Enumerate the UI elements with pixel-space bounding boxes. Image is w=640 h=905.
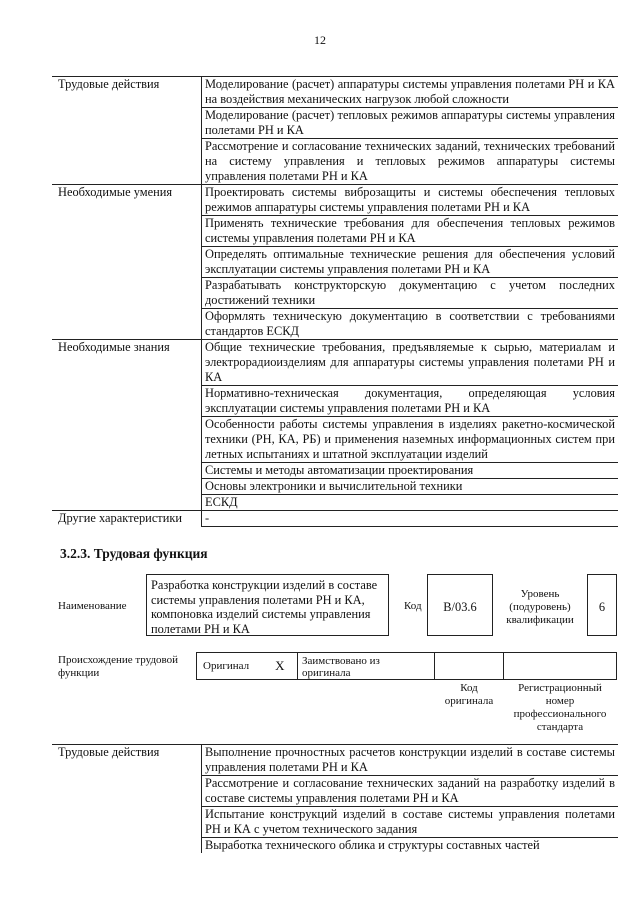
table-row [52, 77, 618, 108]
level-box: 6 [587, 574, 617, 636]
table-cell: Разрабатывать конструкторскую документацию с учетом последних достижений техники [202, 278, 619, 309]
level-label: Уровень (подуровень) квалификации [506, 588, 574, 626]
row-label-labor-actions: Трудовые действия [52, 745, 202, 854]
table-cell: Выполнение прочностных расчетов конструкции изделий в составе системы управления полетами РН и КА [202, 745, 619, 776]
table-cell: Рассмотрение и согласование технических заданий на разработку изделий в составе системы управления полетами РН и КА [202, 776, 619, 807]
table-row [52, 340, 618, 386]
row-label-required-skills: Необходимые умения [52, 185, 202, 340]
borrowed-cell: Заимствовано из оригинала [297, 653, 434, 679]
origin-row [196, 652, 617, 680]
table-cell: Основы электроники и вычислительной техники [202, 479, 619, 495]
name-label: Наименование [58, 600, 127, 612]
table-row [52, 185, 618, 216]
row-label-required-knowledge: Необходимые знания [52, 340, 202, 511]
table-cell: Проектировать системы виброзащиты и системы обеспечения тепловых режимов аппаратуры системы управления полетами РН и КА [202, 185, 619, 216]
original-cell [197, 653, 297, 679]
table-row [52, 511, 618, 527]
original-code-caption: Код оригинала [444, 682, 494, 707]
code-box: В/03.6 [427, 574, 493, 636]
table-cell: Системы и методы автоматизации проектирования [202, 463, 619, 479]
original-label: Оригинал [203, 660, 250, 672]
original-code-cell [434, 653, 503, 679]
table-cell: Определять оптимальные технические решения для обеспечения условий эксплуатации системы управления полетами РН и КА [202, 247, 619, 278]
table-cell: Общие технические требования, предъявляемые к сырью, материалам и электрорадиоизделиям для аппаратуры системы управления полетами РН и КА [202, 340, 619, 386]
table-cell: Моделирование (расчет) аппаратуры системы управления полетами РН и КА на воздействия механических нагрузок любой сложности [202, 77, 619, 108]
row-label-labor-actions: Трудовые действия [52, 77, 202, 185]
table-row [52, 745, 618, 776]
row-label-other-characteristics: Другие характеристики [52, 511, 202, 527]
table-cell: Рассмотрение и согласование технических заданий, технических требований на систему управления и тепловых режимов аппаратуры системы управления полетами РН и КА [202, 139, 619, 185]
registration-number-cell [503, 653, 616, 679]
table-cell: Оформлять техническую документацию в соответствии с требованиями стандартов ЕСКД [202, 309, 619, 340]
code-label: Код [404, 600, 422, 612]
page-number: 12 [314, 33, 326, 47]
table-cell: Моделирование (расчет) тепловых режимов аппаратуры системы управления полетами РН и КА [202, 108, 619, 139]
table-cell: Особенности работы системы управления в изделиях ракетно-космической техники (РН, КА, РБ) и применения наземных информационных систем при летных испытаниях и штатной эксплуатации изделий [202, 417, 619, 463]
table-cell: Нормативно-техническая документация, определяющая условия эксплуатации системы управления полетами РН и КА [202, 386, 619, 417]
original-mark: X [275, 658, 285, 673]
origin-label: Происхождение трудовой функции [58, 654, 179, 679]
bottom-requirements-table [52, 744, 618, 853]
registration-number-caption: Регистрационный номер профессионального стандарта [513, 682, 607, 733]
table-cell: Испытание конструкций изделий в составе системы управления полетами РН и КА с учетом технического задания [202, 807, 619, 838]
table-cell: ЕСКД [202, 495, 619, 511]
table-cell: Применять технические требования для обеспечения тепловых режимов системы управления полетами РН и КА [202, 216, 619, 247]
table-cell: - [202, 511, 619, 527]
table-cell: Выработка технического облика и структуры составных частей [202, 838, 619, 854]
section-heading: 3.2.3. Трудовая функция [60, 546, 208, 561]
top-requirements-table [52, 76, 618, 527]
function-name-box: Разработка конструкции изделий в составе системы управления полетами РН и КА, компоновка изделий системы управления полетами РН и КА [146, 574, 389, 636]
